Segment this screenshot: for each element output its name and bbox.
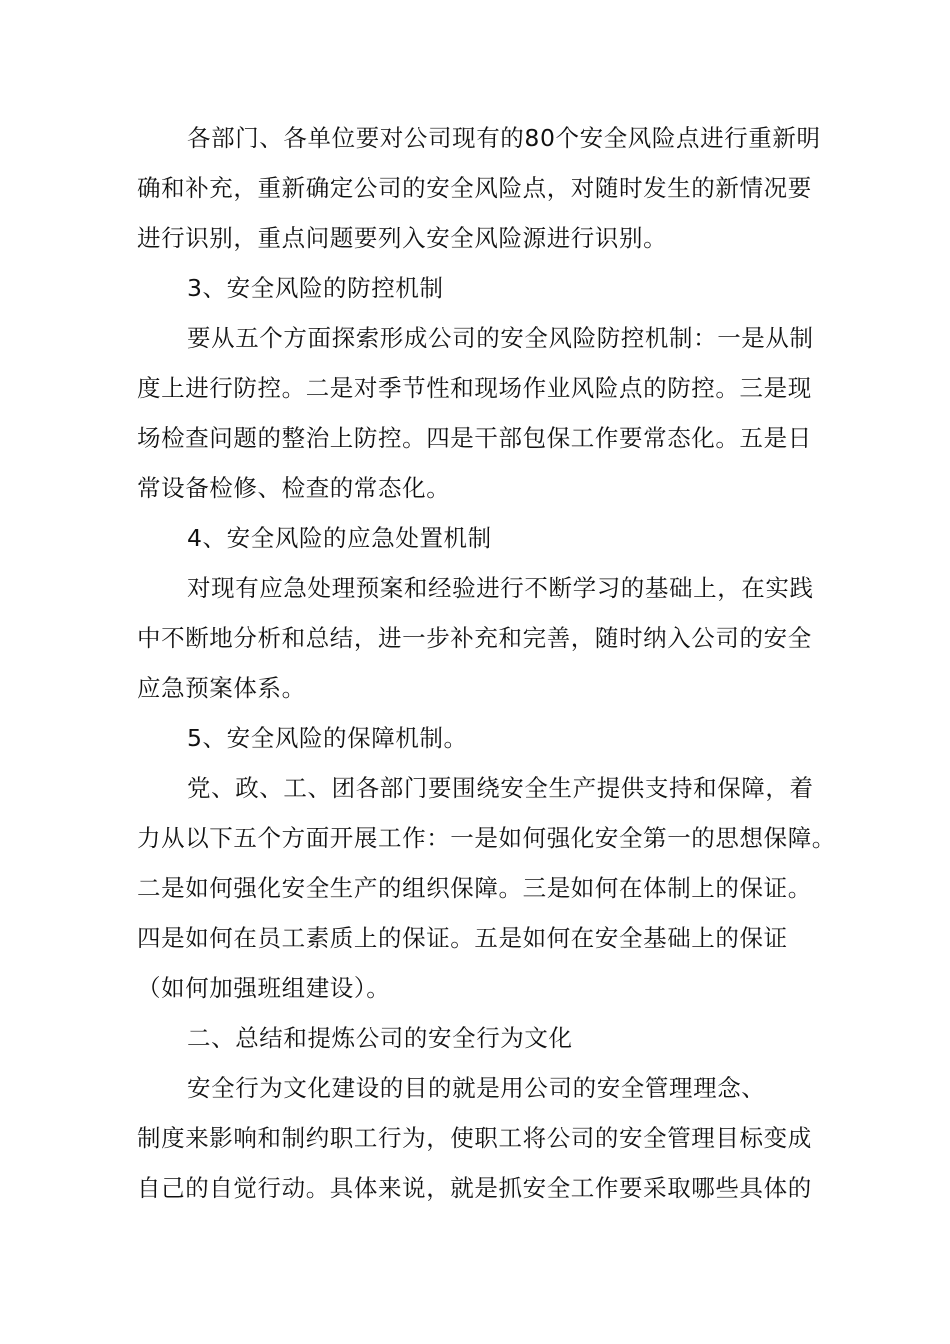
paragraph-line: 四是如何在员工素质上的保证。五是如何在安全基础上的保证 [137, 924, 788, 952]
section-heading: 二、总结和提炼公司的安全行为文化 [187, 1024, 573, 1052]
paragraph-line: 安全行为文化建设的目的就是用公司的安全管理理念、 [187, 1074, 766, 1102]
paragraph-line: 对现有应急处理预案和经验进行不断学习的基础上，在实践 [187, 574, 814, 602]
paragraph-line: 进行识别，重点问题要列入安全风险源进行识别。 [137, 224, 668, 252]
paragraph-line: 力从以下五个方面开展工作：一是如何强化安全第一的思想保障。 [137, 824, 836, 852]
section-heading: 3、安全风险的防控机制 [187, 274, 444, 302]
paragraph-line: 常设备检修、检查的常态化。 [137, 474, 451, 502]
paragraph-line: 制度来影响和制约职工行为，使职工将公司的安全管理目标变成 [137, 1124, 812, 1152]
paragraph-line: 各部门、各单位要对公司现有的80个安全风险点进行重新明 [187, 124, 821, 152]
paragraph-line: 要从五个方面探索形成公司的安全风险防控机制：一是从制 [187, 324, 814, 352]
section-heading: 4、安全风险的应急处置机制 [187, 524, 492, 552]
paragraph-line: 自己的自觉行动。具体来说，就是抓安全工作要采取哪些具体的 [137, 1174, 812, 1202]
paragraph-line: 党、政、工、团各部门要围绕安全生产提供支持和保障，着 [187, 774, 814, 802]
paragraph-line: 二是如何强化安全生产的组织保障。三是如何在体制上的保证。 [137, 874, 812, 902]
paragraph-line: （如何加强班组建设）。 [137, 974, 391, 1002]
paragraph-line: 应急预案体系。 [137, 674, 306, 702]
paragraph-line: 场检查问题的整治上防控。四是干部包保工作要常态化。五是日 [137, 424, 812, 452]
section-heading: 5、安全风险的保障机制。 [187, 724, 468, 752]
paragraph-line: 中不断地分析和总结，进一步补充和完善，随时纳入公司的安全 [137, 624, 812, 652]
paragraph-line: 度上进行防控。二是对季节性和现场作业风险点的防控。三是现 [137, 374, 812, 402]
paragraph-line: 确和补充，重新确定公司的安全风险点，对随时发生的新情况要 [137, 174, 812, 202]
